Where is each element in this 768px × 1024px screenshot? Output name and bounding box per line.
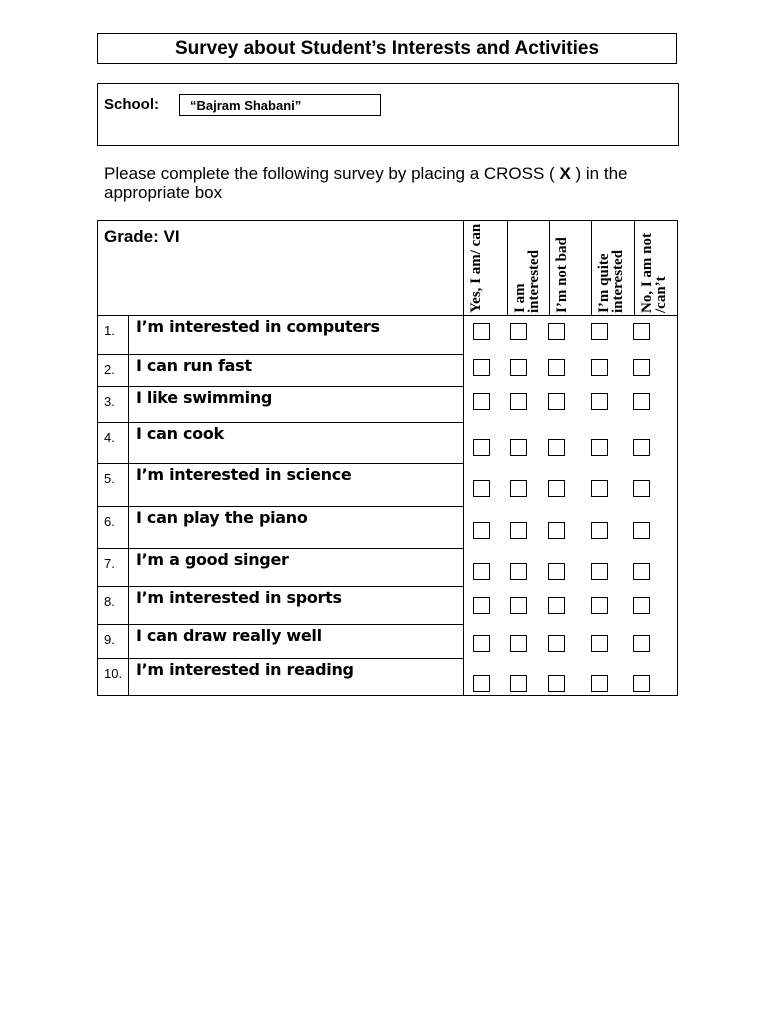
row-divider (97, 354, 463, 355)
answer-checkbox[interactable] (591, 439, 608, 456)
answer-checkbox[interactable] (548, 563, 565, 580)
item-statement: I can draw really well (136, 626, 322, 645)
row-divider (97, 463, 463, 464)
answer-checkbox[interactable] (510, 323, 527, 340)
column-header (507, 220, 549, 315)
answer-checkbox[interactable] (510, 635, 527, 652)
instructions-text-end: ) in the appropriate box (104, 164, 628, 202)
answer-checkbox[interactable] (473, 439, 490, 456)
answer-checkbox[interactable] (548, 323, 565, 340)
item-statement: I’m interested in reading (136, 660, 354, 679)
answer-checkbox[interactable] (591, 675, 608, 692)
answer-checkbox[interactable] (473, 635, 490, 652)
row-divider (97, 586, 463, 587)
item-number: 6. (104, 514, 115, 529)
answer-checkbox[interactable] (473, 480, 490, 497)
header-divider (97, 315, 678, 316)
instructions (104, 164, 664, 202)
column-header (549, 220, 591, 315)
answer-checkbox[interactable] (548, 393, 565, 410)
survey-title: Survey about Student’s Interests and Activities (97, 33, 677, 64)
item-number: 3. (104, 394, 115, 409)
answer-checkbox[interactable] (633, 323, 650, 340)
row-divider (97, 658, 463, 659)
item-statement: I’m interested in sports (136, 588, 342, 607)
item-statement: I’m a good singer (136, 550, 289, 569)
item-number: 7. (104, 556, 115, 571)
item-number: 2. (104, 362, 115, 377)
answer-checkbox[interactable] (633, 563, 650, 580)
answer-checkbox[interactable] (591, 323, 608, 340)
answer-checkbox[interactable] (548, 522, 565, 539)
answer-checkbox[interactable] (548, 597, 565, 614)
answer-checkbox[interactable] (510, 597, 527, 614)
survey-table (97, 220, 678, 696)
answer-checkbox[interactable] (633, 522, 650, 539)
answer-checkbox[interactable] (591, 359, 608, 376)
column-header (634, 220, 678, 315)
column-header-label: I’m not bad (554, 237, 570, 313)
answer-checkbox[interactable] (548, 480, 565, 497)
row-divider (97, 506, 463, 507)
answer-checkbox[interactable] (633, 359, 650, 376)
item-number: 1. (104, 323, 115, 338)
answer-checkbox[interactable] (633, 635, 650, 652)
item-statement: I can run fast (136, 356, 252, 375)
school-label: School: (104, 96, 159, 113)
answer-checkbox[interactable] (510, 522, 527, 539)
row-divider (97, 422, 463, 423)
item-number: 10. (104, 666, 123, 681)
answer-checkbox[interactable] (548, 675, 565, 692)
answer-checkbox[interactable] (591, 635, 608, 652)
row-divider (97, 548, 463, 549)
table-border-bottom (97, 695, 678, 696)
column-header (463, 220, 507, 315)
school-name-field[interactable]: “Bajram Shabani” (179, 94, 381, 116)
answer-checkbox[interactable] (510, 439, 527, 456)
instructions-mark: X (559, 164, 571, 183)
answer-checkbox[interactable] (548, 635, 565, 652)
answer-checkbox[interactable] (591, 597, 608, 614)
answer-checkbox[interactable] (633, 439, 650, 456)
answer-checkbox[interactable] (473, 675, 490, 692)
item-number: 9. (104, 632, 115, 647)
item-statement: I can play the piano (136, 508, 308, 527)
answer-checkbox[interactable] (591, 480, 608, 497)
answer-checkbox[interactable] (510, 480, 527, 497)
column-header-label: Yes, I am/ can (468, 223, 484, 313)
item-number: 4. (104, 430, 115, 445)
answer-checkbox[interactable] (591, 563, 608, 580)
answer-checkbox[interactable] (548, 359, 565, 376)
answer-checkbox[interactable] (510, 359, 527, 376)
item-statement: I’m interested in computers (136, 317, 380, 336)
column-header-label: I’m quite interested (596, 249, 626, 313)
answer-checkbox[interactable] (591, 393, 608, 410)
answer-checkbox[interactable] (633, 480, 650, 497)
row-divider (97, 624, 463, 625)
answer-checkbox[interactable] (591, 522, 608, 539)
answer-checkbox[interactable] (633, 393, 650, 410)
column-header (591, 220, 634, 315)
item-statement: I’m interested in science (136, 465, 352, 484)
answer-checkbox[interactable] (473, 597, 490, 614)
grade-label: Grade: VI (104, 227, 180, 246)
answer-checkbox[interactable] (548, 439, 565, 456)
row-divider (97, 386, 463, 387)
answer-checkbox[interactable] (473, 323, 490, 340)
column-header-label: I am interested (512, 249, 542, 313)
school-section (97, 83, 679, 146)
answer-checkbox[interactable] (510, 563, 527, 580)
answer-checkbox[interactable] (510, 393, 527, 410)
item-number: 5. (104, 471, 115, 486)
answer-checkbox[interactable] (473, 563, 490, 580)
item-number: 8. (104, 594, 115, 609)
answer-checkbox[interactable] (633, 597, 650, 614)
answer-checkbox[interactable] (473, 522, 490, 539)
answer-checkbox[interactable] (633, 675, 650, 692)
answer-checkbox[interactable] (473, 393, 490, 410)
answer-checkbox[interactable] (510, 675, 527, 692)
item-statement: I can cook (136, 424, 224, 443)
column-header-label: No, I am not /can’t (639, 232, 669, 313)
instructions-text-start: Please complete the following survey by placing a CROSS ( (104, 164, 560, 183)
item-statement: I like swimming (136, 388, 273, 407)
answer-checkbox[interactable] (473, 359, 490, 376)
